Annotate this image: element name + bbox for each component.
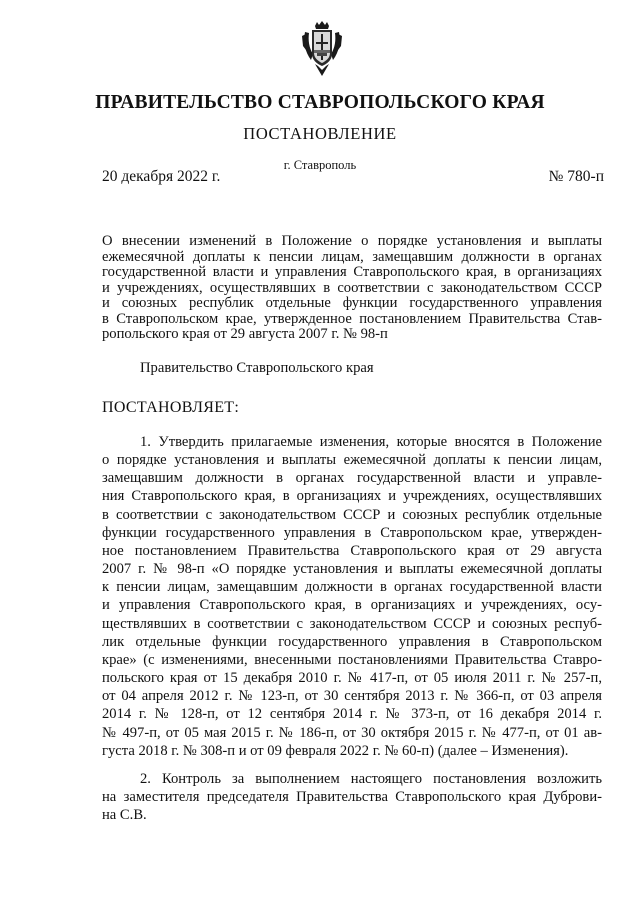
paragraph-line: на заместителя председателя Правительства Ставропольского края Дуброви-: [102, 789, 602, 806]
paragraph-line: к пенсии лицам, замещавшим должности в органах государственной власти: [102, 579, 602, 596]
paragraph-line: густа 2018 г. № 308-п и от 09 февраля 2022 г. № 60-п) (далее – Изменения).: [102, 742, 569, 759]
paragraph-line: ное постановлением Правительства Ставропольского края от 29 августа: [102, 542, 602, 559]
paragraph-line: замещавшим должности в органах государственной власти и управле-: [102, 470, 602, 487]
subject-line: ропольского края от 29 августа 2007 г. № 98-п: [102, 326, 388, 342]
subject-line: в Ставропольском крае, утвержденное постановлением Правительства Став-: [102, 310, 602, 327]
paragraph-line: 2007 г. № 98-п «О порядке установления и выплаты ежемесячной доплаты: [102, 561, 602, 578]
decree-word: ПОСТАНОВЛЯЕТ:: [102, 399, 240, 416]
paragraph-line: о порядке установления и выплаты ежемесячной доплаты к пенсии лицам,: [102, 452, 602, 469]
paragraph-line: крае» (с изменениями, внесенными постановлениями Правительства Ставро-: [102, 651, 602, 668]
paragraph-line: 2014 г. № 128-п, от 12 сентября 2014 г. № 373-п, от 16 декабря 2014 г.: [102, 706, 602, 723]
paragraph-1: [102, 433, 602, 760]
document-subject: [102, 234, 602, 343]
paragraph-line: № 497-п, от 05 мая 2015 г. № 186-п, от 30 октября 2015 г. № 477-п, от 01 ав-: [102, 724, 602, 741]
document-date: 20 декабря 2022 г.: [102, 168, 221, 185]
paragraph-line: лик отдельные функции государственного управления в Ставропольском: [102, 633, 602, 650]
paragraph-line: ществлявших в соответствии с законодательством СССР и союзных респуб-: [102, 615, 602, 632]
document-type: ПОСТАНОВЛЕНИЕ: [243, 124, 397, 143]
paragraph-line: польского края от 15 декабря 2010 г. № 417-п, от 05 июля 2011 г. № 257-п,: [102, 670, 602, 687]
subject-line: О внесении изменений в Положение о порядке установления и выплаты: [102, 233, 602, 249]
issuer: Правительство Ставропольского края: [140, 360, 374, 376]
paragraph-2: [102, 770, 602, 824]
paragraph-line: в соответствии с законодательством СССР и союзных республик отдельные: [102, 506, 602, 523]
paragraph-line: 1. Утвердить прилагаемые изменения, которые вносятся в Положение: [140, 434, 602, 450]
government-title: ПРАВИТЕЛЬСТВО СТАВРОПОЛЬСКОГО КРАЯ: [95, 92, 545, 113]
subject-line: и учреждениях, осуществлявших в соответствии с законодательством СССР: [102, 279, 602, 296]
paragraph-line: ния Ставропольского края, в организациях и учреждениях, осуществлявших: [102, 488, 602, 505]
coat-of-arms-emblem: [300, 20, 344, 78]
paragraph-line: и управления Ставропольского края, в организациях и учреждениях, осу-: [102, 597, 602, 614]
subject-line: государственной власти и управления Ставропольского края, в организациях: [102, 264, 602, 280]
paragraph-line: 2. Контроль за выполнением настоящего постановления возложить: [140, 771, 602, 787]
paragraph-line: от 04 апреля 2012 г. № 123-п, от 30 сентября 2013 г. № 366-п, от 03 апреля: [102, 688, 602, 705]
paragraph-line: на С.В.: [102, 807, 147, 824]
subject-line: ежемесячной доплаты к пенсии лицам, замещавшим должности в органах: [102, 248, 602, 265]
subject-line: и союзных республик отдельные функции государственного управления: [102, 295, 602, 311]
document-number: № 780-п: [548, 168, 604, 185]
city-name: г. Ставрополь: [283, 158, 357, 172]
paragraph-line: функции государственного управления в Ставропольском крае, утвержден-: [102, 524, 602, 541]
